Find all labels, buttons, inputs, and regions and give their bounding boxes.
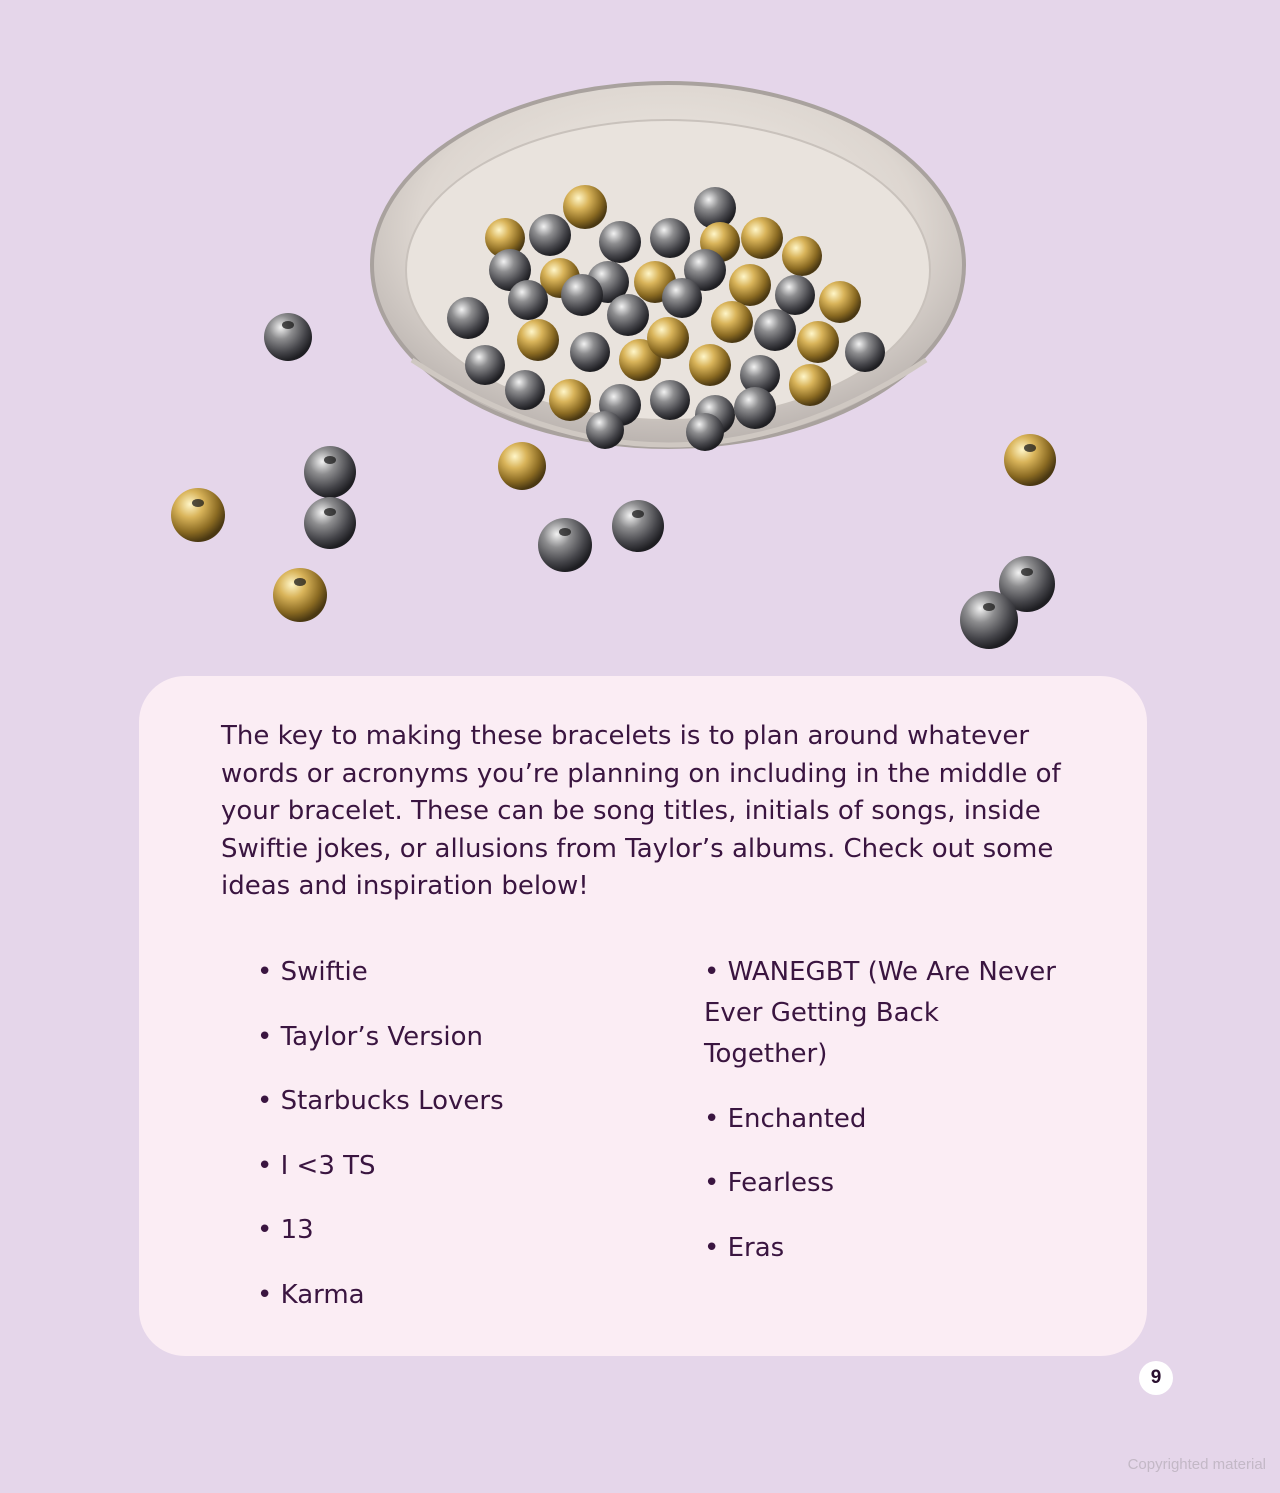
- list-item: • Enchanted: [704, 1103, 867, 1134]
- list-item: • Fearless: [704, 1168, 835, 1198]
- ideas-list-left: [257, 952, 657, 1339]
- beads-photo: [150, 60, 1110, 660]
- list-item: • Karma: [257, 1279, 365, 1310]
- copyright-notice: Copyrighted material: [1127, 1456, 1266, 1473]
- list-item: • Eras: [704, 1232, 785, 1263]
- list-item: • Starbucks Lovers: [257, 1086, 504, 1116]
- list-item: • Taylor’s Version: [257, 1021, 484, 1052]
- intro-paragraph: The key to making these bracelets is to plan around whatever words or acronyms you’re planning on including in the middle of your bracelet. These can be song titles, initials of songs, inside Swiftie jokes, or allusions from Taylor’s albums. Check out some ideas and inspiration below!: [221, 721, 1061, 901]
- ideas-list-right: [704, 952, 1064, 1292]
- list-item: • Swiftie: [257, 957, 368, 987]
- list-item: • WANEGBT (We Are Never Ever Getting Back Together): [704, 957, 1056, 1069]
- list-item: • I <3 TS: [257, 1150, 376, 1181]
- content-card: [139, 676, 1147, 1356]
- page-number: 9: [1139, 1361, 1173, 1395]
- list-item: • 13: [257, 1215, 314, 1245]
